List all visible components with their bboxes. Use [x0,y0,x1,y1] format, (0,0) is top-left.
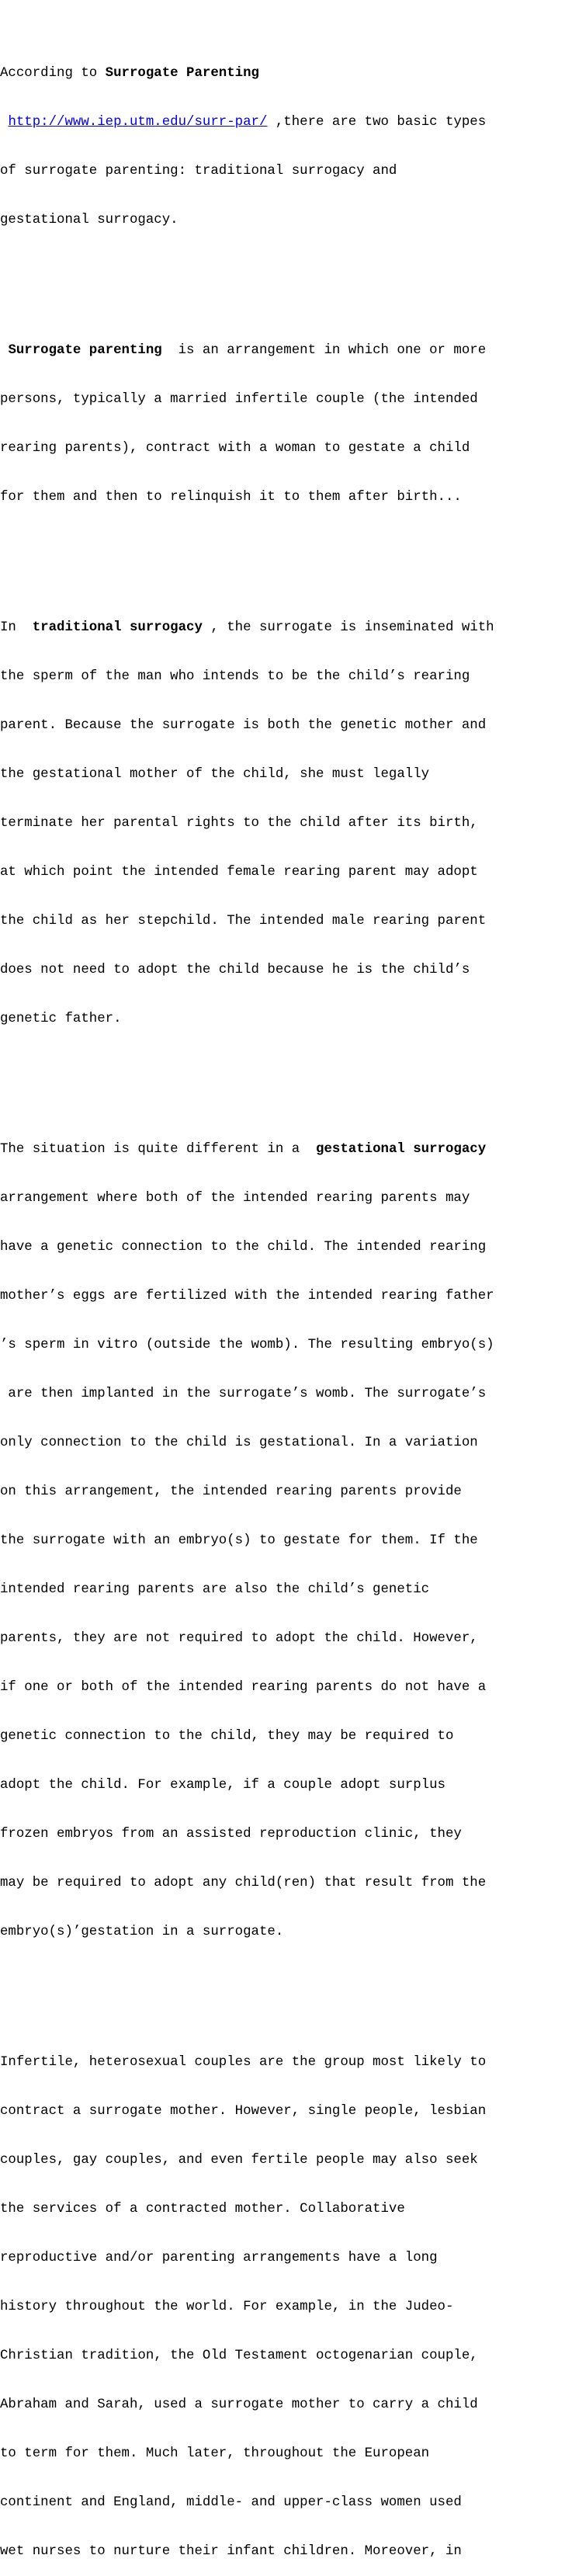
para3-line-16: may be required to adopt any child(ren) that result from the [0,1876,487,1890]
para3-line-2: arrangement where both of the intended rearing parents may [0,1191,470,1206]
paragraph-gap [0,538,572,554]
para2-line-7: the child as her stepchild. The intended male rearing parent [0,914,487,929]
para4-line-11: wet nurses to nurture their infant children. Moreover, in [0,2544,462,2559]
paragraph-gap [0,1973,572,1989]
para3-text: The situation is quite different in a [0,1142,308,1157]
intro-text: According to [0,66,106,81]
para2-line-9: genetic father. [0,1012,122,1026]
para4-line-5: reproductive and/or parenting arrangements have a long [0,2251,438,2265]
para2-line-4: the gestational mother of the child, she must legally [0,767,430,782]
source-title: Surrogate Parenting [105,66,259,81]
para4-line-7: Christian tradition, the Old Testament octogenarian couple, [0,2349,478,2363]
para3-line-5: ’s sperm in vitro (outside the womb). The resulting embryo(s) [0,1338,494,1352]
intro-line-4: gestational surrogacy. [0,213,179,227]
term-traditional-surrogacy: traditional surrogacy [32,620,203,635]
para4-line-4: the services of a contracted mother. Collaborative [0,2202,405,2217]
para1-line-1 [0,342,572,359]
intro-line-2 [0,114,572,130]
para3-line-13: genetic connection to the child, they may be required to [0,1729,454,1744]
para1-line-4: for them and then to relinquish it to them after birth... [0,490,462,505]
intro-line-3: of surrogate parenting: traditional surrogacy and [0,164,397,179]
para1-line-2: persons, typically a married infertile couple (the intended [0,392,478,407]
para4-line-6: history throughout the world. For example, in the Judeo- [0,2300,454,2314]
para2-line-2: the sperm of the man who intends to be the child’s rearing [0,669,470,684]
para3-line-15: frozen embryos from an assisted reproduction clinic, they [0,1827,462,1842]
para3-line-7: only connection to the child is gestational. In a variation [0,1436,478,1450]
para4-line-10: continent and England, middle- and upper-class women used [0,2495,462,2510]
para4-line-9: to term for them. Much later, throughout the European [0,2446,430,2461]
para3-line-9: the surrogate with an embryo(s) to gestate for them. If the [0,1533,478,1548]
para2-line-5: terminate her parental rights to the child after its birth, [0,816,478,831]
para1-text: is an arrangement in which one or more [161,343,487,358]
para2-text: In [0,620,25,635]
para3-line-12: if one or both of the intended rearing parents do not have a [0,1680,487,1695]
para3-line-3: have a genetic connection to the child. The intended rearing [0,1240,487,1255]
intro-text: ,there are two basic types [267,115,487,130]
para3-line-1 [0,1141,572,1158]
para2-line-1 [0,620,572,636]
para2-line-3: parent. Because the surrogate is both the genetic mother and [0,718,487,733]
para4-line-1: Infertile, heterosexual couples are the group most likely to [0,2055,487,2070]
paragraph-gap [0,1060,572,1076]
para2-line-6: at which point the intended female rearing parent may adopt [0,865,478,880]
para1-line-3: rearing parents), contract with a woman to gestate a child [0,441,470,456]
para2-text: , the surrogate is inseminated with [202,620,494,635]
para4-line-2: contract a surrogate mother. However, single people, lesbian [0,2104,487,2119]
para3-line-6: are then implanted in the surrogate’s womb. The surrogate’s [0,1387,487,1401]
para2-line-8: does not need to adopt the child because he is the child’s [0,963,470,977]
term-surrogate-parenting: Surrogate parenting [8,343,162,358]
para3-line-4: mother’s eggs are fertilized with the intended rearing father [0,1289,494,1304]
intro-line-1 [0,65,572,82]
para3-line-17: embryo(s)’gestation in a surrogate. [0,1925,284,1939]
para4-line-3: couples, gay couples, and even fertile people may also seek [0,2153,478,2168]
para3-line-14: adopt the child. For example, if a couple adopt surplus [0,1778,445,1793]
para3-line-10: intended rearing parents are also the child’s genetic [0,1582,430,1597]
para4-line-8: Abraham and Sarah, used a surrogate mother to carry a child [0,2397,478,2412]
para3-line-11: parents, they are not required to adopt the child. However, [0,1631,478,1646]
source-link[interactable]: http://www.iep.utm.edu/surr-par/ [8,115,268,130]
term-gestational-surrogacy: gestational surrogacy [316,1142,487,1157]
para3-line-8: on this arrangement, the intended rearing parents provide [0,1484,462,1499]
paragraph-gap [0,261,572,277]
